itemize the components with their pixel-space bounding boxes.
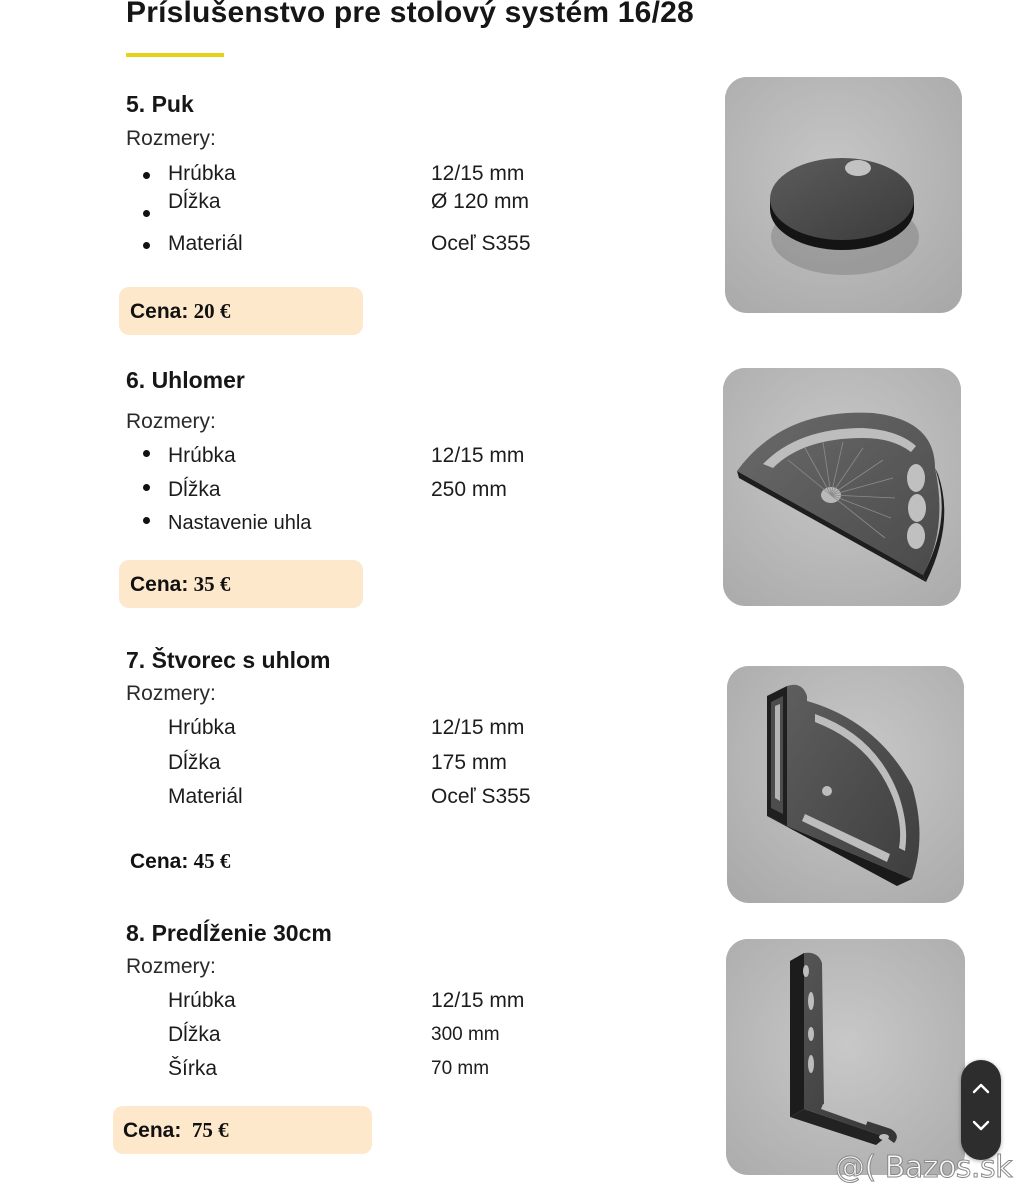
spec-value: 12/15 mm: [431, 162, 525, 185]
spec-label: Hrúbka: [168, 989, 236, 1012]
price-box: [119, 287, 363, 335]
dimensions-label: Rozmery:: [126, 955, 216, 978]
spec-value: 12/15 mm: [431, 444, 525, 467]
puck-disc-photo: [725, 77, 962, 313]
bullet-icon: [143, 517, 150, 524]
bullet-icon: [143, 210, 150, 217]
product-heading-predlzenie: 8. Predĺženie 30cm: [126, 920, 332, 946]
watermark-logo: @( Bazos.sk: [835, 1150, 1012, 1185]
spec-label: Dĺžka: [168, 190, 221, 213]
chevron-up-icon[interactable]: [972, 1082, 990, 1094]
bullet-icon: [143, 484, 150, 491]
title-underline: [126, 53, 224, 57]
price-value: 75 €: [191, 1117, 229, 1142]
chevron-down-icon[interactable]: [972, 1120, 990, 1132]
dimensions-label: Rozmery:: [126, 682, 216, 705]
spec-value: Ø 120 mm: [431, 190, 530, 213]
product-heading-puk: 5. Puk: [126, 91, 194, 117]
spec-value: Oceľ S355: [431, 232, 531, 255]
price-box: [113, 1106, 372, 1154]
extension-bracket-photo: [726, 939, 965, 1175]
price-value: 20 €: [193, 298, 231, 323]
product-heading-uhlomer: 6. Uhlomer: [126, 367, 245, 393]
spec-label: Dĺžka: [168, 751, 221, 774]
dimensions-label: Rozmery:: [126, 410, 216, 433]
spec-value: 300 mm: [431, 1024, 500, 1045]
spec-label: Hrúbka: [168, 716, 236, 739]
spec-label: Hrúbka: [168, 162, 236, 185]
spec-label: Materiál: [168, 232, 243, 255]
bullet-icon: [143, 242, 150, 249]
spec-value: 250 mm: [431, 478, 507, 501]
spec-label: Dĺžka: [168, 1023, 221, 1046]
price-label: Cena: 20 €: [130, 298, 231, 323]
spec-value: 70 mm: [431, 1058, 490, 1079]
bullet-icon: [143, 450, 150, 457]
price-value: 45 €: [193, 849, 231, 873]
spec-label: Nastavenie uhla: [168, 512, 312, 534]
spec-label: Dĺžka: [168, 478, 221, 501]
bullet-icon: [143, 172, 150, 179]
price-value: 35 €: [193, 571, 231, 596]
dimensions-label: Rozmery:: [126, 127, 216, 150]
price-label: Cena: 45 €: [130, 849, 231, 873]
scroll-control: [961, 1060, 1001, 1160]
spec-value: 12/15 mm: [431, 989, 525, 1012]
spec-label: Hrúbka: [168, 444, 236, 467]
product-heading-stvorec: 7. Štvorec s uhlom: [126, 647, 331, 673]
protractor-plate-photo: [723, 368, 961, 606]
angle-square-photo: [727, 666, 964, 903]
spec-label: Šírka: [168, 1057, 218, 1080]
price-box: [119, 560, 363, 608]
price-label: Cena: 35 €: [130, 571, 231, 596]
spec-value: 12/15 mm: [431, 716, 525, 739]
page-title: Príslušenstvo pre stolový systém 16/28: [126, 0, 694, 29]
spec-value: 175 mm: [431, 751, 507, 774]
spec-label: Materiál: [168, 785, 243, 808]
spec-value: Oceľ S355: [431, 785, 531, 808]
price-label: Cena: 75 €: [123, 1117, 229, 1142]
